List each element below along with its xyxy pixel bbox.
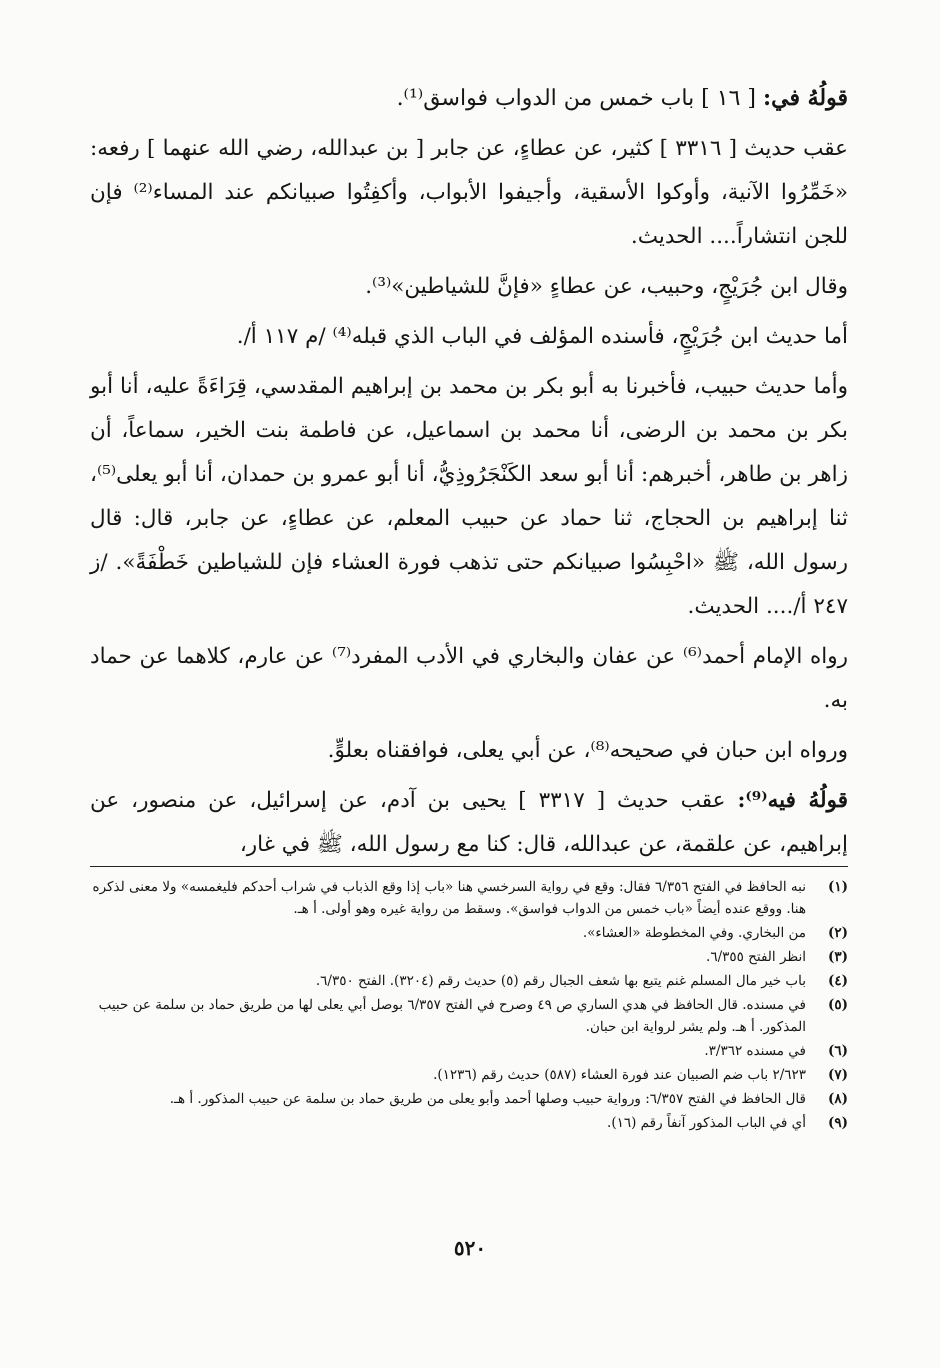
footnote <box>90 1064 848 1086</box>
footnote <box>90 1088 848 1110</box>
footnote <box>90 994 848 1038</box>
footnote-text: من البخاري. وفي المخطوطة «العشاء». <box>582 925 806 941</box>
footnote <box>90 922 848 944</box>
footnote-text: نبه الحافظ في الفتح ٦/٣٥٦ فقال: وقع في رواية السرخسي هنا «باب إذا وقع الذباب في شراب أحدكم فليغمسه» ولا معنى لذكره هنا. ووقع عنده أيضاً «باب خمس من الدواب فواسق». وسقط من رواية غيره وهو أولى. أ هـ. <box>92 879 806 917</box>
footnote-text: في مسنده ٣/٣٦٢. <box>704 1043 806 1059</box>
paragraph-7: ورواه ابن حبان في صحيحه⁽⁸⁾، عن أبي يعلى، فوافقناه بعلوٍّ. <box>327 738 848 763</box>
footnote-number: (٣) <box>827 949 848 965</box>
paragraph-5: وأما حديث حبيب، فأخبرنا به أبو بكر بن محمد بن إبراهيم المقدسي، قِرَاءَةً عليه، أنا أبو بكر بن محمد بن الرضى، أنا محمد بن اسماعيل، عن فاطمة بنت الخير، سماعاً، أن زاهر بن طاهر، أخبرهم: أنا أبو سعد الكَنْجَرُوذِيُّ، أنا أبو عمرو بن حمدان، أنا أبو يعلى⁽⁵⁾، ثنا إبراهيم بن الحجاج، ثنا حماد عن حبيب المعلم، عن عطاءٍ، عن جابر، قال: قال رسول الله، ﷺ «احْبِسُوا صبيانكم حتى تذهب فورة العشاء فإن للشياطين خَطْفَةً». /ز ٢٤٧ أ/.... الحديث. <box>90 374 848 619</box>
section-keyword: قولُهُ فيه⁽⁹⁾: <box>737 788 848 813</box>
footnote-text: قال الحافظ في الفتح ٦/٣٥٧: ورواية حبيب وصلها أحمد وأبو يعلى من طريق حماد بن سلمة عن حبيب المذكور. أ هـ. <box>169 1091 806 1107</box>
footnote-text: انظر الفتح ٦/٣٥٥. <box>706 949 806 965</box>
paragraph-8-text: عقب حديث [ ٣٣١٧ ] يحيى بن آدم، عن إسرائيل، عن منصور، عن إبراهيم، عن علقمة، عن عبدالله، قال: كنا مع رسول الله، ﷺ في غار، <box>90 788 848 857</box>
paragraph-4: أما حديث ابن جُرَيْجٍ، فأسنده المؤلف في الباب الذي قبله⁽⁴⁾ /م ١١٧ أ/. <box>236 324 848 349</box>
section-keyword: قولُهُ في: <box>762 85 848 111</box>
footnote-text: ٢/٦٢٣ باب ضم الصبيان عند فورة العشاء (٥٨٧) حديث رقم (١٢٣٦). <box>433 1067 806 1083</box>
footnote-number: (٨) <box>827 1091 848 1107</box>
footnote-number: (٤) <box>827 973 848 989</box>
footnote-divider <box>90 866 848 867</box>
footnote-text: باب خير مال المسلم غنم يتبع بها شعف الجبال رقم (٥) حديث رقم (٣٢٠٤). الفتح ٦/٣٥٠. <box>315 973 806 989</box>
paragraph-2: عقب حديث [ ٣٣١٦ ] كثير، عن عطاءٍ، عن جابر [ بن عبدالله، رضي الله عنهما ] رفعه: «خَمِّرُوا الآنية، وأوكوا الأسقية، وأجيفوا الأبواب، وأكفِتُوا صبيانكم عند المساء⁽²⁾ فإن للجن انتشاراً.... الحديث. <box>90 136 849 249</box>
paragraph-6: رواه الإمام أحمد⁽⁶⁾ عن عفان والبخاري في الأدب المفرد⁽⁷⁾ عن عارم، كلاهما عن حماد به. <box>90 644 848 713</box>
footnote-text: أي في الباب المذكور آنفاً رقم (١٦). <box>607 1115 806 1131</box>
paragraph-1 <box>90 76 848 121</box>
paragraph-8 <box>90 779 848 867</box>
page-number: ٥٢٠ <box>453 1236 487 1260</box>
footnote <box>90 970 848 992</box>
footnote-number: (٥) <box>827 997 848 1013</box>
footnote <box>90 1112 848 1134</box>
footnote-number: (٦) <box>827 1043 848 1059</box>
main-text <box>90 76 848 873</box>
footnote-number: (١) <box>827 879 848 895</box>
footnote-number: (٢) <box>827 925 848 941</box>
footnote-text: في مسنده. قال الحافظ في هدي الساري ص ٤٩ وصرح في الفتح ٦/٣٥٧ بوصل أبي يعلى لها من طريق حماد بن سلمة عن حبيب المذكور. أ هـ. ولم يشر لرواية ابن حبان. <box>98 997 806 1035</box>
footnotes <box>90 876 848 1136</box>
footnote-number: (٧) <box>827 1067 848 1083</box>
footnote <box>90 1040 848 1062</box>
section-heading-text: [ ١٦ ] باب خمس من الدواب فواسق⁽¹⁾. <box>396 86 756 111</box>
footnote <box>90 946 848 968</box>
footnote-number: (٩) <box>827 1115 848 1131</box>
footnote <box>90 876 848 920</box>
paragraph-3: وقال ابن جُرَيْجٍ، وحبيب، عن عطاءٍ «فإنَّ للشياطين»⁽³⁾. <box>365 274 848 299</box>
